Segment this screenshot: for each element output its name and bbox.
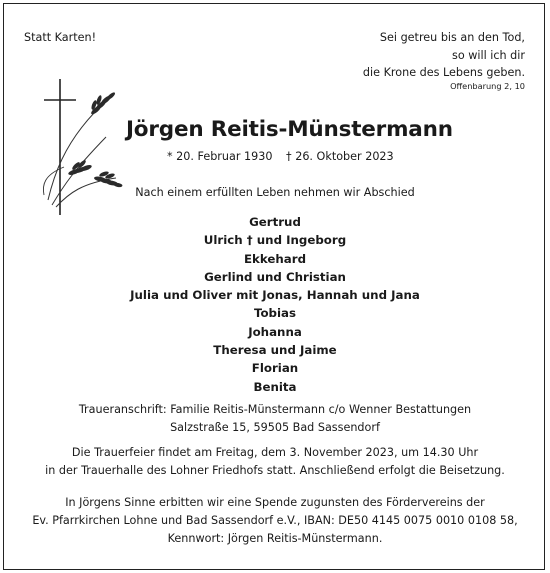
verse-source: Offenbarung 2, 10 [450, 81, 525, 91]
ceremony-info [0, 444, 550, 480]
donation-line: Ev. Pfarrkirchen Lohne und Bad Sassendorf e.V., IBAN: DE50 4145 0075 0010 0108 58, [32, 514, 518, 527]
ceremony-line: Die Trauerfeier findet am Freitag, dem 3. November 2023, um 14.30 Uhr [71, 446, 479, 459]
family-member: Johanna [248, 324, 302, 339]
verse-line: so will ich dir [452, 48, 525, 62]
address-line: Salzstraße 15, 59505 Bad Sassendorf [170, 421, 380, 434]
family-list [0, 213, 550, 396]
family-member: Ulrich † und Ingeborg [203, 233, 347, 248]
deceased-name: Jörgen Reitis-Münstermann [126, 117, 453, 142]
family-member: Tobias [253, 306, 297, 321]
bible-verse [245, 29, 525, 82]
life-dates [167, 150, 394, 163]
birth-date: * 20. Februar 1930 [167, 150, 273, 163]
family-member: Theresa und Jaime [213, 343, 337, 358]
farewell-intro: Nach einem erfüllten Leben nehmen wir Abschied [135, 186, 415, 199]
family-member: Gerlind und Christian [204, 269, 346, 284]
address-line: Traueranschrift: Familie Reitis-Münstermann c/o Wenner Bestattungen [78, 403, 472, 416]
verse-line: Sei getreu bis an den Tod, [379, 31, 525, 44]
family-member: Julia und Oliver mit Jonas, Hannah und Jana [130, 288, 420, 303]
donation-line: In Jörgens Sinne erbitten wir eine Spende zugunsten des Fördervereins der [65, 496, 485, 509]
family-member: Florian [251, 361, 299, 376]
family-member: Gertrud [249, 215, 301, 229]
mourning-address [0, 401, 550, 437]
ceremony-line: in der Trauerhalle des Lohner Friedhofs statt. Anschließend erfolgt die Beisetzung. [45, 464, 505, 477]
family-member: Benita [253, 379, 297, 394]
donation-line: Kennwort: Jörgen Reitis-Münstermann. [167, 532, 383, 545]
family-member: Ekkehard [243, 251, 307, 266]
donation-info [0, 494, 550, 548]
statt-karten-note: Statt Karten! [24, 31, 97, 44]
death-date: † 26. Oktober 2023 [286, 150, 394, 163]
verse-line: die Krone des Lebens geben. [362, 66, 525, 79]
